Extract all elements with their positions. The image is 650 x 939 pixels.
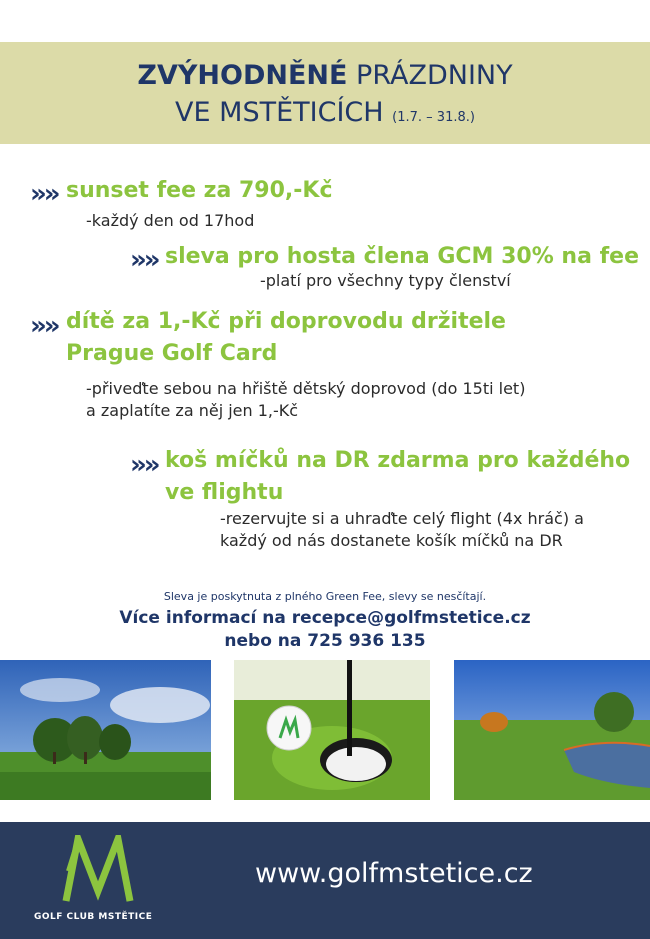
offer-3-desc-line2: a zaplatíte za něj jen 1,-Kč xyxy=(86,401,299,420)
photo-course-pond xyxy=(454,660,650,800)
title-regular: PRÁZDNINY xyxy=(356,60,513,91)
double-chevron-icon: »» xyxy=(130,245,158,275)
contact-phone: nebo na 725 936 135 xyxy=(224,631,426,651)
double-chevron-icon: »» xyxy=(130,450,158,480)
offer-4-title-line2: ve flightu xyxy=(165,480,284,505)
page-subtitle xyxy=(0,97,650,128)
offer-2-desc: -platí pro všechny typy členství xyxy=(260,271,511,290)
photo-course-trees xyxy=(0,660,211,800)
offer-3-desc-line1: -přiveďte sebou na hřiště dětský doprovod (do 15ti let) xyxy=(86,379,526,398)
contact-email: Více informací na recepce@golfmstetice.cz xyxy=(119,608,531,628)
offer-1-desc: -každý den od 17hod xyxy=(86,211,255,230)
offer-4-desc-line1: -rezervujte si a uhraďte celý flight (4x hráč) a xyxy=(220,509,584,528)
club-name: GOLF CLUB MSTĚTICE xyxy=(34,912,153,922)
double-chevron-icon: »» xyxy=(30,179,58,209)
subtitle-location: VE MSTĚTICÍCH xyxy=(175,97,384,128)
page-title xyxy=(0,60,650,91)
offer-3-title-line1: dítě za 1,-Kč při doprovodu držitele xyxy=(66,309,506,334)
date-range: (1.7. – 31.8.) xyxy=(392,110,475,125)
offer-4-desc-line2: každý od nás dostanete košík míčků na DR xyxy=(220,531,563,550)
offer-2-title: sleva pro hosta člena GCM 30% na fee xyxy=(165,244,639,269)
double-chevron-icon: »» xyxy=(30,311,58,341)
discount-note: Sleva je poskytnuta z plného Green Fee, slevy se nesčítají. xyxy=(163,590,487,603)
header-banner xyxy=(0,42,650,144)
title-bold: ZVÝHODNĚNÉ xyxy=(137,60,348,91)
photo-golf-ball xyxy=(234,660,430,800)
gcm-logo-icon xyxy=(62,835,134,908)
offer-4-title-line1: koš míčků na DR zdarma pro každého xyxy=(165,448,631,473)
offer-1-title: sunset fee za 790,-Kč xyxy=(66,178,333,203)
offer-3-title-line2: Prague Golf Card xyxy=(66,341,278,366)
website-link[interactable]: www.golfmstetice.cz xyxy=(255,858,533,889)
